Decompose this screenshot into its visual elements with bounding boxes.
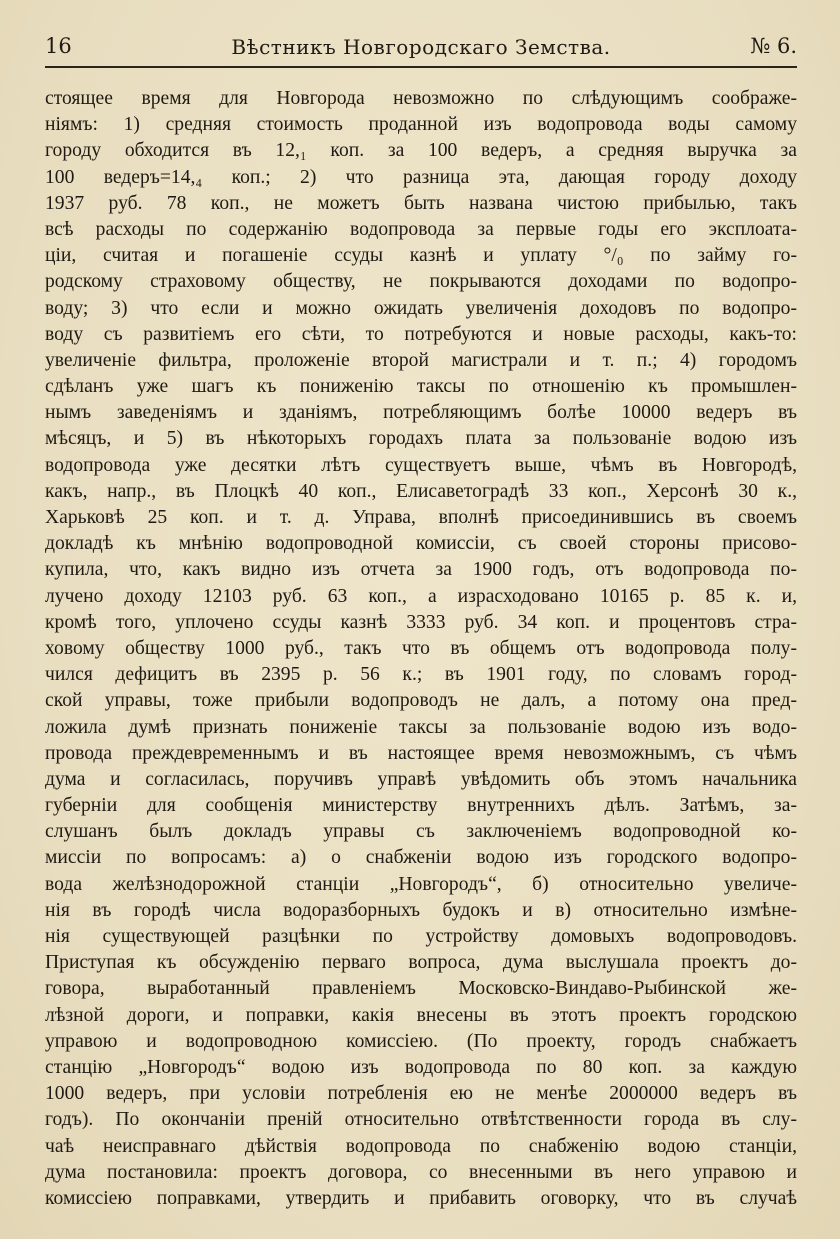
text-line: ложила думѣ признать пониженіе таксы за пользованіе водою изъ водо-: [45, 716, 797, 738]
text-line: миссіи по вопросамъ: а) о снабженіи водою изъ городского водопро-: [45, 847, 797, 869]
text-line: 100 ведеръ=14,₄ коп.; 2) что разница эта, дающая городу доходу: [45, 166, 797, 188]
text-line: воду; 3) что если и можно ожидать увеличенія доходовъ по водопро-: [45, 297, 797, 319]
text-line: ской управы, тоже прибыли водопроводъ не далъ, а потому она пред-: [45, 690, 797, 712]
text-line: Приступая къ обсужденію перваго вопроса, дума выслушала проектъ до-: [45, 952, 797, 974]
text-line: ховому обществу 1000 руб., такъ что въ общемъ отъ водопровода полу-: [45, 637, 797, 659]
text-line: станцію „Новгородъ“ водою изъ водопровода по 80 коп. за каждую: [45, 1056, 797, 1078]
text-line: дума и согласилась, поручивъ управѣ увѣдомить объ этомъ начальника: [45, 768, 797, 790]
text-line: нымъ заведеніямъ и зданіямъ, потребляющимъ болѣе 10000 ведеръ въ: [45, 402, 797, 424]
text-line: кромѣ того, уплочено ссуды казнѣ 3333 руб. 34 коп. и процентовъ стра-: [45, 611, 797, 633]
text-line: ціи, считая и погашеніе ссуды казнѣ и уплату °/₀ по займу го-: [45, 245, 797, 267]
text-line: дума постановила: проектъ договора, со внесенными въ него управою и: [45, 1161, 797, 1183]
text-line: говора, выработанный правленіемъ Московско-Виндаво-Рыбинской же-: [45, 978, 797, 1000]
page-number: 16: [45, 34, 72, 58]
running-title: Вѣстникъ Новгородскаго Земства.: [231, 35, 611, 59]
text-line: купила, что, какъ видно изъ отчета за 1900 годъ, отъ водопровода по-: [45, 559, 797, 581]
text-line: всѣ расходы по содержанію водопровода за первые годы его эксплоата-: [45, 218, 797, 240]
text-line: управою и водопроводною комиссіею. (По проекту, городъ снабжаетъ: [45, 1030, 797, 1052]
text-line: чаѣ неисправнаго дѣйствія водопровода по снабженію водою станціи,: [45, 1135, 797, 1157]
text-line: лѣзной дороги, и поправки, какія внесены въ этотъ проектъ городскою: [45, 1004, 797, 1026]
text-line: нія существующей разцѣнки по устройству домовыхъ водопроводовъ.: [45, 926, 797, 947]
text-line: увеличеніе фильтра, проложеніе второй магистрали и т. п.; 4) городомъ: [45, 349, 797, 371]
text-line: ніямъ: 1) средняя стоимость проданной изъ водопровода воды самому: [45, 114, 797, 136]
text-line: комиссіею поправками, утвердить и прибавить оговорку, что въ случаѣ: [45, 1187, 797, 1209]
text-line: лучено доходу 12103 руб. 63 коп., а израсходовано 10165 р. 85 к. и,: [45, 585, 797, 607]
text-line: губерніи для сообщенія министерству внутреннихъ дѣлъ. Затѣмъ, за-: [45, 795, 797, 817]
text-line: водопровода уже десятки лѣтъ существуетъ выше, чѣмъ въ Новгородѣ,: [45, 454, 797, 476]
text-line: провода преждевременнымъ и въ настоящее время невозможнымъ, съ чѣмъ: [45, 742, 797, 764]
text-line: какъ, напр., въ Плоцкѣ 40 коп., Елисаветоградѣ 33 коп., Херсонѣ 30 к.,: [45, 480, 797, 502]
text-line: мѣсяцъ, и 5) въ нѣкоторыхъ городахъ плата за пользованіе водою изъ: [45, 428, 797, 450]
page-header: [45, 30, 797, 68]
text-line: городу обходится въ 12,₁ коп. за 100 ведеръ, а средняя выручка за: [45, 140, 797, 162]
text-line: докладѣ къ мнѣнію водопроводной комиссіи, съ своей стороны присово-: [45, 533, 797, 555]
text-line: воду съ развитіемъ его сѣти, то потребуются и новые расходы, какъ-то:: [45, 323, 797, 345]
text-line: Харьковѣ 25 коп. и т. д. Управа, вполнѣ присоединившись въ своемъ: [45, 507, 797, 528]
body-text: [45, 86, 797, 1212]
text-line: стоящее время для Новгорода невозможно по слѣдующимъ соображе-: [45, 88, 797, 109]
text-line: сдѣланъ уже шагъ къ пониженію таксы по отношенію къ промышлен-: [45, 376, 797, 398]
text-line: 1937 руб. 78 коп., не можетъ быть названа чистою прибылью, такъ: [45, 192, 797, 214]
issue-number: № 6.: [750, 34, 797, 58]
text-line: нія въ городѣ числа водоразборныхъ будокъ и в) относительно измѣне-: [45, 899, 797, 921]
text-line: слушанъ былъ докладъ управы съ заключеніемъ водопроводной ко-: [45, 821, 797, 843]
text-line: вода желѣзнодорожной станціи „Новгородъ“, б) относительно увеличе-: [45, 873, 797, 895]
text-line: 1000 ведеръ, при условіи потребленія ею не менѣе 2000000 ведеръ въ: [45, 1083, 797, 1105]
text-line: годъ). По окончаніи преній относительно отвѣтственности города въ слу-: [45, 1109, 797, 1131]
text-line: чился дефицитъ въ 2395 р. 56 к.; въ 1901 году, по словамъ город-: [45, 664, 797, 686]
text-line: родскому страховому обществу, не покрываются доходами по водопро-: [45, 271, 797, 293]
